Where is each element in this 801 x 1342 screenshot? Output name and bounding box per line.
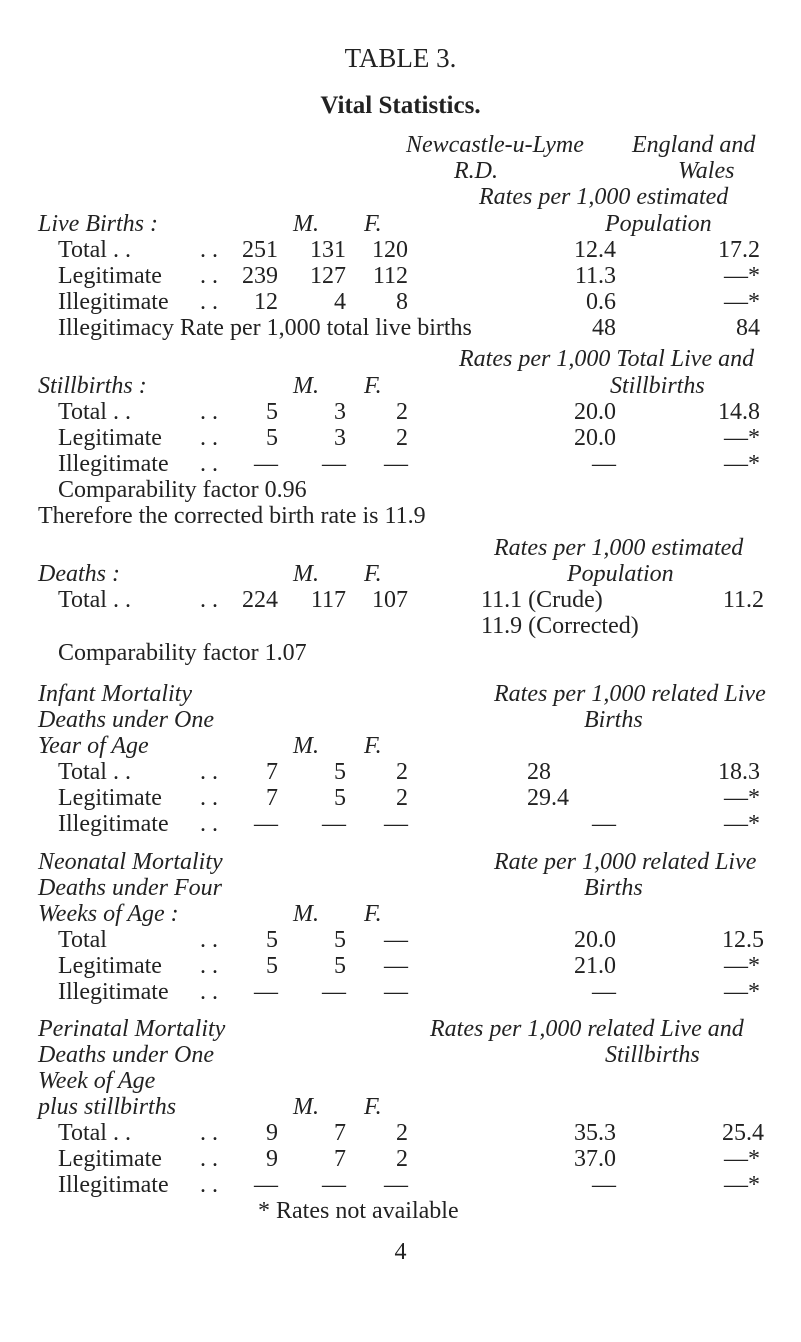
row-ew-rate: —* [724, 451, 760, 477]
row-dots: . . [200, 263, 218, 289]
row-ew-rate: —* [724, 953, 760, 979]
stillbirths-label: Stillbirths : [38, 373, 147, 399]
row-label: Illegitimate [58, 811, 169, 837]
row-dots: . . [200, 587, 218, 613]
col-m: M. [293, 901, 319, 927]
row-label: Total . . [58, 399, 131, 425]
perinatal-title: Perinatal Mortality [38, 1016, 226, 1042]
row-ew-rate: 12.5 [722, 927, 764, 953]
infant-rates-sub: Births [584, 707, 643, 733]
infant-title: Infant Mortality [38, 681, 192, 707]
row-ncl-rate: — [592, 979, 616, 1005]
row-dots: . . [200, 1146, 218, 1172]
row-f: — [384, 927, 408, 953]
row-label: Total . . [58, 237, 131, 263]
row-total: 7 [266, 759, 278, 785]
row-ncl-rate: — [592, 811, 616, 837]
row-m: — [322, 979, 346, 1005]
row-ew-rate: —* [724, 1172, 760, 1198]
illegitimacy-ncl: 48 [592, 315, 616, 341]
row-m: 3 [334, 425, 346, 451]
row-label: Illegitimate [58, 451, 169, 477]
deaths-label: Deaths : [38, 561, 120, 587]
row-m: 5 [334, 953, 346, 979]
row-total: 7 [266, 785, 278, 811]
row-ew-rate: 11.2 [722, 587, 764, 613]
illegitimacy-ew: 84 [736, 315, 760, 341]
row-f: 2 [396, 1120, 408, 1146]
row-label: Illegitimate [58, 289, 169, 315]
row-m: — [322, 811, 346, 837]
row-label: Total . . [58, 1120, 131, 1146]
row-ew-rate: —* [724, 425, 760, 451]
row-f: 107 [372, 587, 408, 613]
row-label: Illegitimate [58, 979, 169, 1005]
row-ew-rate: —* [724, 811, 760, 837]
deaths-population: Population [567, 561, 674, 587]
row-label: Total . . [58, 759, 131, 785]
deaths-crude-rate: 11.1 (Crude) [481, 587, 603, 613]
row-total: 9 [266, 1146, 278, 1172]
infant-title-line3: Year of Age [38, 733, 149, 759]
table-subtitle: Vital Statistics. [320, 92, 481, 119]
row-label: Total [58, 927, 107, 953]
row-label: Illegitimate [58, 1172, 169, 1198]
row-total: 5 [266, 953, 278, 979]
row-ncl-rate: — [592, 451, 616, 477]
perinatal-rates-heading: Rates per 1,000 related Live and [430, 1016, 744, 1042]
neonatal-title-line3: Weeks of Age : [38, 901, 179, 927]
header-newcastle: Newcastle-u-Lyme [406, 132, 584, 158]
table-title: TABLE 3. [344, 43, 457, 73]
col-f: F. [364, 561, 382, 587]
page-number: 4 [394, 1239, 407, 1265]
header-rd: R.D. [454, 158, 498, 184]
neonatal-title: Neonatal Mortality [38, 849, 223, 875]
row-dots: . . [200, 289, 218, 315]
row-m: 127 [310, 263, 346, 289]
neonatal-rates-heading: Rate per 1,000 related Live [494, 849, 757, 875]
row-label: Legitimate [58, 263, 162, 289]
row-m: 131 [310, 237, 346, 263]
col-f: F. [364, 733, 382, 759]
row-m: 7 [334, 1120, 346, 1146]
row-ncl-rate: 0.6 [586, 289, 616, 315]
header-wales: Wales [678, 158, 735, 184]
row-ncl-rate: 20.0 [574, 399, 616, 425]
row-f: 2 [396, 425, 408, 451]
perinatal-title-line3: Week of Age [38, 1068, 156, 1094]
row-ew-rate: —* [724, 1146, 760, 1172]
neonatal-rates-sub: Births [584, 875, 643, 901]
header-population: Population [605, 211, 712, 237]
illegitimacy-text: Illegitimacy Rate per 1,000 total live births [58, 315, 472, 341]
row-m: — [322, 451, 346, 477]
row-total: — [254, 1172, 278, 1198]
header-rates: Rates per 1,000 estimated [479, 184, 729, 210]
stillbirths-comparability: Comparability factor 0.96 [58, 477, 307, 503]
row-ncl-rate: 11.3 [574, 263, 616, 289]
row-m: — [322, 1172, 346, 1198]
row-ew-rate: 17.2 [718, 237, 760, 263]
row-dots: . . [200, 979, 218, 1005]
deaths-comparability: Comparability factor 1.07 [58, 640, 307, 666]
row-m: 5 [334, 759, 346, 785]
col-m: M. [293, 373, 319, 399]
row-f: 2 [396, 399, 408, 425]
row-ncl-rate: 20.0 [574, 425, 616, 451]
row-ncl-rate: 37.0 [574, 1146, 616, 1172]
perinatal-title-line4: plus stillbirths [38, 1094, 177, 1120]
col-f: F. [364, 1094, 382, 1120]
row-ew-rate: —* [724, 289, 760, 315]
neonatal-title-line2: Deaths under Four [38, 875, 222, 901]
perinatal-rates-sub: Stillbirths [605, 1042, 700, 1068]
header-england: England and [632, 132, 756, 158]
live-births-label: Live Births : [38, 211, 158, 237]
row-f: 120 [372, 237, 408, 263]
row-dots: . . [200, 451, 218, 477]
row-total: 239 [242, 263, 278, 289]
perinatal-title-line2: Deaths under One [38, 1042, 214, 1068]
row-label: Legitimate [58, 425, 162, 451]
row-m: 117 [310, 587, 346, 613]
row-ncl-rate: 21.0 [574, 953, 616, 979]
col-m: M. [293, 561, 319, 587]
row-dots: . . [200, 425, 218, 451]
row-label: Legitimate [58, 953, 162, 979]
row-dots: . . [200, 927, 218, 953]
corrected-birth-rate: Therefore the corrected birth rate is 11.9 [38, 503, 426, 529]
col-m: M. [293, 1094, 319, 1120]
row-m: 5 [334, 785, 346, 811]
row-dots: . . [200, 237, 218, 263]
row-dots: . . [200, 811, 218, 837]
row-ncl-rate: 35.3 [574, 1120, 616, 1146]
row-total: 251 [242, 237, 278, 263]
deaths-corrected-rate: 11.9 (Corrected) [481, 613, 639, 639]
stillbirths-rates-sub: Stillbirths [610, 373, 705, 399]
row-f: — [384, 1172, 408, 1198]
col-m: M. [293, 733, 319, 759]
row-ew-rate: 18.3 [718, 759, 760, 785]
row-ew-rate: —* [724, 263, 760, 289]
row-m: 3 [334, 399, 346, 425]
row-ncl-rate: 28 [527, 759, 551, 785]
row-ew-rate: —* [724, 785, 760, 811]
row-total: — [254, 451, 278, 477]
row-dots: . . [200, 1172, 218, 1198]
col-f: F. [364, 211, 382, 237]
deaths-rates-heading: Rates per 1,000 estimated [494, 535, 744, 561]
row-m: 7 [334, 1146, 346, 1172]
row-m: 4 [334, 289, 346, 315]
row-ncl-rate: 29.4 [527, 785, 569, 811]
stillbirths-rates-heading: Rates per 1,000 Total Live and [459, 346, 755, 372]
row-total: 5 [266, 425, 278, 451]
row-dots: . . [200, 759, 218, 785]
col-m: M. [293, 211, 319, 237]
row-total: 224 [242, 587, 278, 613]
row-ew-rate: 25.4 [722, 1120, 764, 1146]
row-ew-rate: —* [724, 979, 760, 1005]
row-f: 2 [396, 759, 408, 785]
row-f: 112 [372, 263, 408, 289]
row-ncl-rate: 20.0 [574, 927, 616, 953]
row-total: 12 [254, 289, 278, 315]
row-f: — [384, 979, 408, 1005]
row-f: — [384, 451, 408, 477]
row-f: 8 [396, 289, 408, 315]
infant-rates-heading: Rates per 1,000 related Live [494, 681, 766, 707]
row-f: — [384, 811, 408, 837]
row-dots: . . [200, 399, 218, 425]
row-m: 5 [334, 927, 346, 953]
row-dots: . . [200, 953, 218, 979]
row-label: Total . . [58, 587, 131, 613]
row-f: — [384, 953, 408, 979]
col-f: F. [364, 373, 382, 399]
infant-title-line2: Deaths under One [38, 707, 214, 733]
row-total: 5 [266, 927, 278, 953]
row-f: 2 [396, 1146, 408, 1172]
col-f: F. [364, 901, 382, 927]
row-total: — [254, 979, 278, 1005]
footnote: * Rates not available [258, 1198, 459, 1224]
row-label: Legitimate [58, 1146, 162, 1172]
row-total: 9 [266, 1120, 278, 1146]
row-ncl-rate: 12.4 [574, 237, 616, 263]
row-f: 2 [396, 785, 408, 811]
row-total: — [254, 811, 278, 837]
row-label: Legitimate [58, 785, 162, 811]
row-dots: . . [200, 1120, 218, 1146]
row-ew-rate: 14.8 [718, 399, 760, 425]
row-dots: . . [200, 785, 218, 811]
row-ncl-rate: — [592, 1172, 616, 1198]
row-total: 5 [266, 399, 278, 425]
